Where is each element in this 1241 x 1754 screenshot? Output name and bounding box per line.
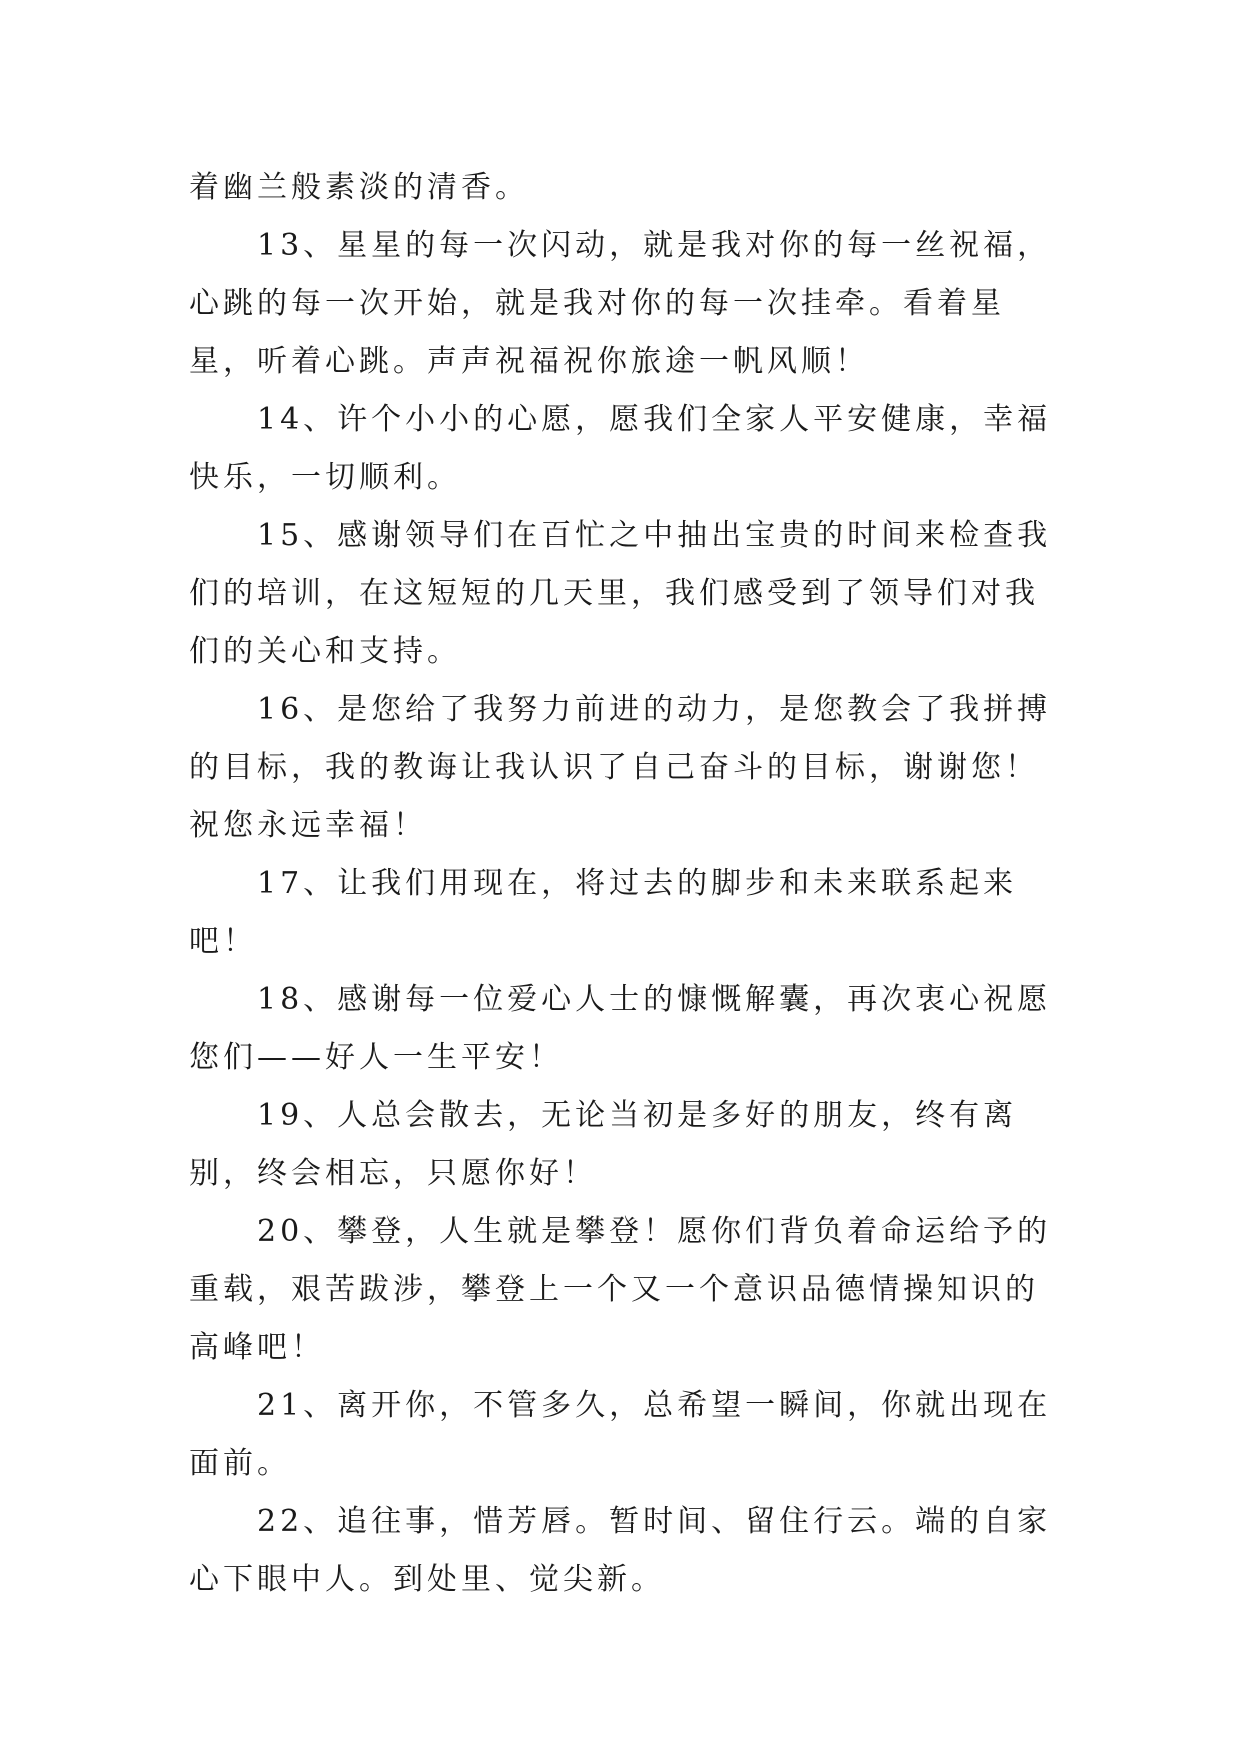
paragraph-18: 18、感谢每一位爱心人士的慷慨解囊，再次衷心祝愿您们——好人一生平安！ — [189, 982, 1052, 1075]
paragraph-14: 14、许个小小的心愿，愿我们全家人平安健康，幸福快乐，一切顺利。 — [189, 402, 1052, 495]
paragraph-19: 19、人总会散去，无论当初是多好的朋友，终有离别，终会相忘，只愿你好！ — [189, 1098, 1018, 1191]
paragraph-22: 22、追往事，惜芳唇。暂时间、留住行云。端的自家心下眼中人。到处里、觉尖新。 — [189, 1504, 1052, 1597]
document-body — [189, 159, 1056, 1609]
paragraph-16: 16、是您给了我努力前进的动力，是您教会了我拼搏的目标，我的教诲让我认识了自己奋斗的目标，谢谢您！祝您永远幸福！ — [189, 692, 1052, 843]
paragraph-13: 13、星星的每一次闪动，就是我对你的每一丝祝福，心跳的每一次开始，就是我对你的每一次挂牵。看着星星，听着心跳。声声祝福祝你旅途一帆风顺！ — [189, 228, 1052, 379]
paragraph-21: 21、离开你，不管多久，总希望一瞬间，你就出现在面前。 — [189, 1388, 1052, 1481]
paragraph-20: 20、攀登，人生就是攀登！愿你们背负着命运给予的重载，艰苦跋涉，攀登上一个又一个意识品德情操知识的高峰吧！ — [189, 1214, 1052, 1365]
paragraph-15: 15、感谢领导们在百忙之中抽出宝贵的时间来检查我们的培训，在这短短的几天里，我们感受到了领导们对我们的关心和支持。 — [189, 518, 1052, 669]
paragraph-17: 17、让我们用现在，将过去的脚步和未来联系起来吧！ — [189, 866, 1018, 959]
paragraph-continuation: 着幽兰般素淡的清香。 — [189, 170, 529, 205]
